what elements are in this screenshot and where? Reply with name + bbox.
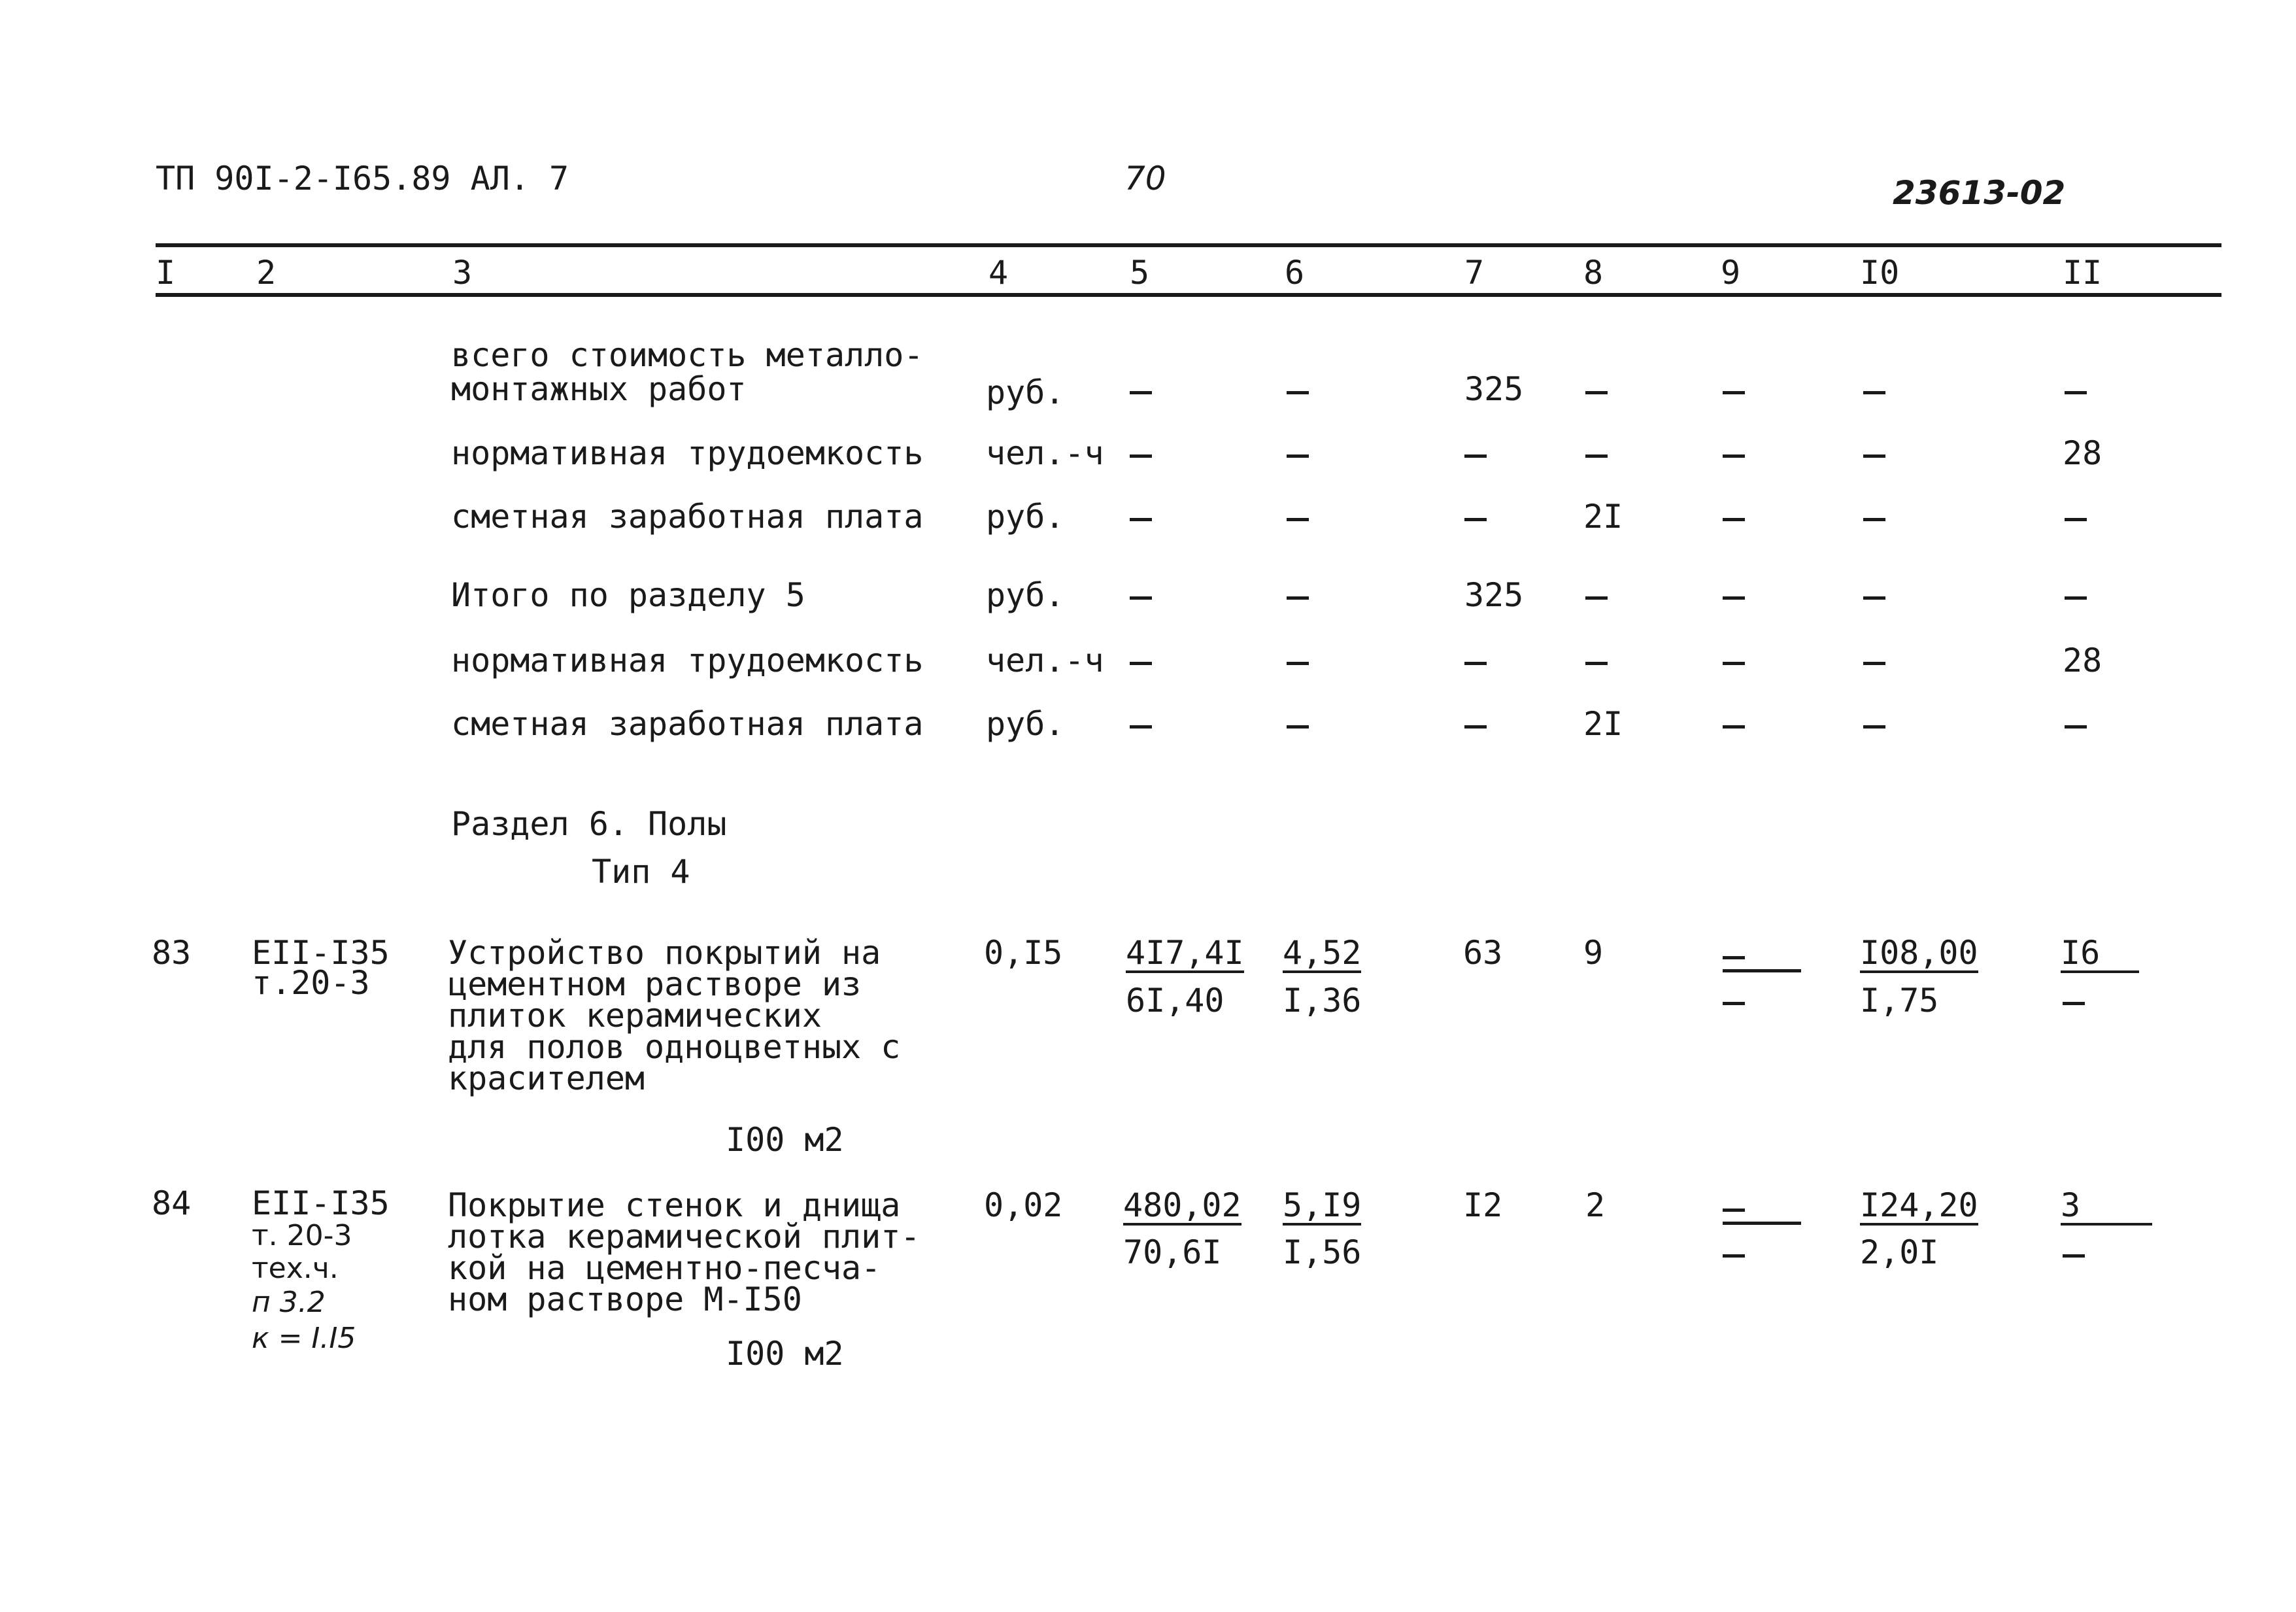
- item-unit: I00 м2: [726, 1121, 844, 1159]
- item-desc: Устройство покрытий на: [448, 934, 881, 972]
- summary-desc: нормативная трудоемкость: [451, 642, 924, 679]
- summary-unit: чел.-ч: [986, 642, 1104, 679]
- item-c6-bottom: I,56: [1283, 1233, 1362, 1271]
- summary-col7: 325: [1464, 576, 1524, 614]
- summary-col11: 28: [2063, 434, 2102, 472]
- col-header-2: 2: [256, 254, 277, 292]
- item-c11-top: I6: [2061, 936, 2139, 973]
- summary-desc: сметная заработная плата: [451, 705, 924, 743]
- item-code-note: п 3.2: [252, 1286, 326, 1319]
- item-c5-bottom: 6I,40: [1126, 982, 1224, 1020]
- item-qty: 0,I5: [984, 934, 1063, 972]
- item-c10-top: I24,20: [1860, 1186, 1978, 1224]
- summary-unit: руб.: [986, 576, 1065, 614]
- item-c6-top: 4,52: [1283, 934, 1362, 972]
- col-header-1: I: [156, 254, 176, 292]
- summary-desc: всего стоимость металло-: [451, 336, 924, 374]
- summary-col11: 28: [2063, 642, 2102, 679]
- item-c11-top: 3: [2061, 1189, 2152, 1226]
- summary-desc: нормативная трудоемкость: [451, 434, 924, 472]
- summary-desc: Итого по разделу 5: [451, 576, 805, 614]
- summary-col8: 2I: [1583, 705, 1623, 743]
- section-title: Раздел 6. Полы: [451, 805, 727, 843]
- col-header-7: 7: [1464, 254, 1485, 292]
- item-code: ЕII-I35: [252, 1184, 390, 1222]
- item-code: ЕII-I35: [252, 934, 390, 972]
- col-header-9: 9: [1721, 254, 1741, 292]
- item-c5-bottom: 70,6I: [1123, 1233, 1222, 1271]
- summary-unit: чел.-ч: [986, 434, 1104, 472]
- col-header-8: 8: [1583, 254, 1604, 292]
- col-header-10: I0: [1860, 254, 1900, 292]
- summary-desc: сметная заработная плата: [451, 498, 924, 536]
- item-desc: красителем: [448, 1059, 645, 1097]
- document-code: ТП 90I-2-I65.89 АЛ. 7: [156, 160, 569, 197]
- col-header-6: 6: [1285, 254, 1305, 292]
- item-c10-bottom: I,75: [1860, 982, 1939, 1020]
- item-c8: 9: [1583, 934, 1604, 972]
- item-c5-top: 480,02: [1123, 1186, 1241, 1224]
- item-code-note: тех.ч.: [252, 1252, 339, 1285]
- item-c7: I2: [1463, 1186, 1503, 1224]
- item-c10-top: I08,00: [1860, 934, 1978, 972]
- col-header-11: II: [2063, 254, 2102, 292]
- page-number: 70: [1124, 160, 1166, 197]
- col-header-5: 5: [1130, 254, 1150, 292]
- item-number: 83: [152, 934, 192, 972]
- summary-unit: руб.: [986, 705, 1065, 743]
- item-code: т.20-3: [252, 964, 370, 1002]
- item-c5-top: 4I7,4I: [1126, 934, 1244, 972]
- item-code-note: т. 20-3: [252, 1219, 352, 1252]
- item-desc: цементном растворе из: [448, 965, 862, 1003]
- item-desc: ном растворе М-I50: [448, 1280, 802, 1318]
- item-c10-bottom: 2,0I: [1860, 1233, 1939, 1271]
- summary-unit: руб.: [986, 373, 1065, 411]
- header-top-rule: [156, 243, 2221, 247]
- item-number: 84: [152, 1184, 192, 1222]
- summary-col8: 2I: [1583, 498, 1623, 536]
- col-header-3: 3: [452, 254, 473, 292]
- section-subtitle: Тип 4: [592, 853, 690, 891]
- summary-col7: 325: [1464, 370, 1524, 408]
- item-desc: кой на цементно-песча-: [448, 1249, 881, 1287]
- item-unit: I00 м2: [726, 1335, 844, 1373]
- item-desc: плиток керамических: [448, 997, 822, 1035]
- archive-number: 23613-02: [1893, 174, 2066, 212]
- item-desc: лотка керамической плит-: [448, 1218, 920, 1256]
- item-c6-bottom: I,36: [1283, 982, 1362, 1020]
- item-desc: для полов одноцветных с: [448, 1028, 901, 1066]
- item-qty: 0,02: [984, 1186, 1063, 1224]
- item-c7: 63: [1463, 934, 1503, 972]
- item-c6-top: 5,I9: [1283, 1186, 1362, 1224]
- item-c8: 2: [1585, 1186, 1606, 1224]
- summary-desc: монтажных работ: [451, 370, 747, 408]
- col-header-4: 4: [988, 254, 1009, 292]
- item-desc: Покрытие стенок и днища: [448, 1186, 901, 1224]
- item-code-note: к = I.I5: [252, 1322, 356, 1355]
- summary-unit: руб.: [986, 498, 1065, 536]
- header-bottom-rule: [156, 293, 2221, 297]
